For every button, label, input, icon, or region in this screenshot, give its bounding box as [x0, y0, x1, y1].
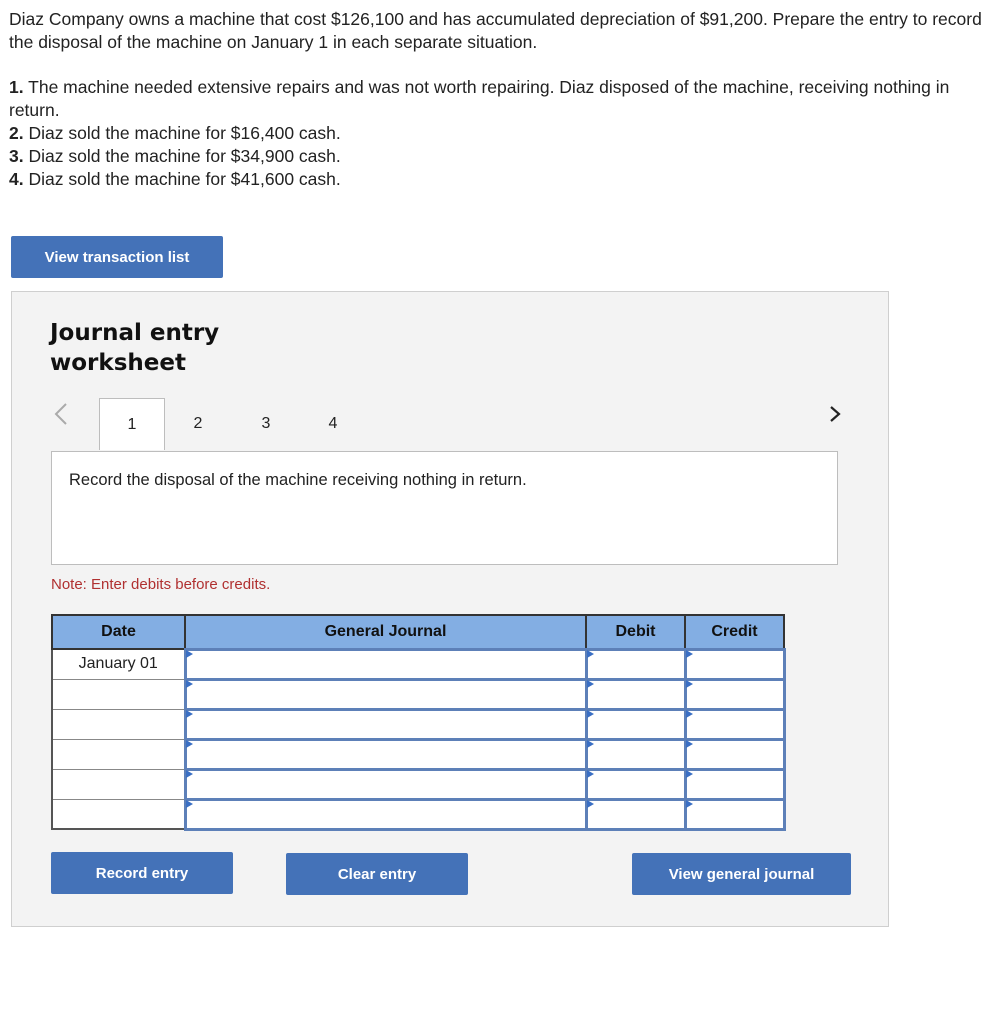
table-row: [52, 769, 784, 799]
chevron-left-icon[interactable]: [54, 402, 68, 426]
table-row: [52, 649, 784, 679]
situation-text: Diaz sold the machine for $41,600 cash.: [28, 169, 341, 189]
account-input[interactable]: [185, 679, 586, 709]
view-transaction-list-button[interactable]: View transaction list: [11, 236, 223, 278]
tab-2[interactable]: 2: [193, 415, 203, 432]
worksheet-title: Journal entry worksheet: [50, 320, 220, 376]
journal-table: [51, 614, 786, 831]
date-cell: [52, 799, 185, 829]
credit-input[interactable]: [685, 679, 784, 709]
situation-text: Diaz sold the machine for $16,400 cash.: [28, 123, 341, 143]
table-row: [52, 709, 784, 739]
tab-1[interactable]: 1: [99, 398, 165, 450]
table-row: [52, 739, 784, 769]
instruction-text: Record the disposal of the machine receiving nothing in return.: [69, 471, 527, 489]
date-cell: [52, 709, 185, 739]
date-cell: January 01: [52, 649, 185, 679]
date-cell: [52, 769, 185, 799]
situation-item: [9, 168, 989, 191]
situation-item: [9, 76, 989, 122]
header-credit: Credit: [685, 615, 784, 649]
situation-number: 2.: [9, 123, 24, 143]
credit-input[interactable]: [685, 709, 784, 739]
situation-number: 4.: [9, 169, 24, 189]
situation-number: 1.: [9, 77, 24, 97]
note-text: Note: Enter debits before credits.: [51, 576, 271, 593]
credit-input[interactable]: [685, 769, 784, 799]
situation-number: 3.: [9, 146, 24, 166]
table-row: [52, 799, 784, 829]
situation-text: Diaz sold the machine for $34,900 cash.: [28, 146, 341, 166]
debit-input[interactable]: [586, 649, 685, 679]
situation-list: [9, 76, 989, 191]
chevron-right-icon[interactable]: [829, 402, 843, 426]
situation-item: [9, 122, 989, 145]
record-entry-button[interactable]: Record entry: [51, 852, 233, 894]
table-row: [52, 679, 784, 709]
account-input[interactable]: [185, 709, 586, 739]
header-general-journal: General Journal: [185, 615, 586, 649]
tab-4[interactable]: 4: [328, 415, 338, 432]
clear-entry-button[interactable]: Clear entry: [286, 853, 468, 895]
situation-item: [9, 145, 989, 168]
instruction-box: [51, 451, 838, 565]
date-cell: [52, 739, 185, 769]
situation-text: The machine needed extensive repairs and was not worth repairing. Diaz disposed of the machine, receiving nothing in return.: [9, 77, 950, 120]
account-input[interactable]: [185, 739, 586, 769]
account-input[interactable]: [185, 799, 586, 829]
account-input[interactable]: [185, 769, 586, 799]
credit-input[interactable]: [685, 799, 784, 829]
debit-input[interactable]: [586, 739, 685, 769]
tab-3[interactable]: 3: [261, 415, 271, 432]
journal-entry-worksheet: [11, 291, 889, 927]
debit-input[interactable]: [586, 679, 685, 709]
date-cell: [52, 679, 185, 709]
credit-input[interactable]: [685, 649, 784, 679]
account-input[interactable]: [185, 649, 586, 679]
header-date: Date: [52, 615, 185, 649]
problem-intro: Diaz Company owns a machine that cost $126,100 and has accumulated depreciation of $91,200. Prepare the entry to record the disposal of the machine on January 1 in each separate situation.: [9, 9, 982, 52]
debit-input[interactable]: [586, 769, 685, 799]
header-debit: Debit: [586, 615, 685, 649]
debit-input[interactable]: [586, 799, 685, 829]
view-general-journal-button[interactable]: View general journal: [632, 853, 851, 895]
credit-input[interactable]: [685, 739, 784, 769]
debit-input[interactable]: [586, 709, 685, 739]
